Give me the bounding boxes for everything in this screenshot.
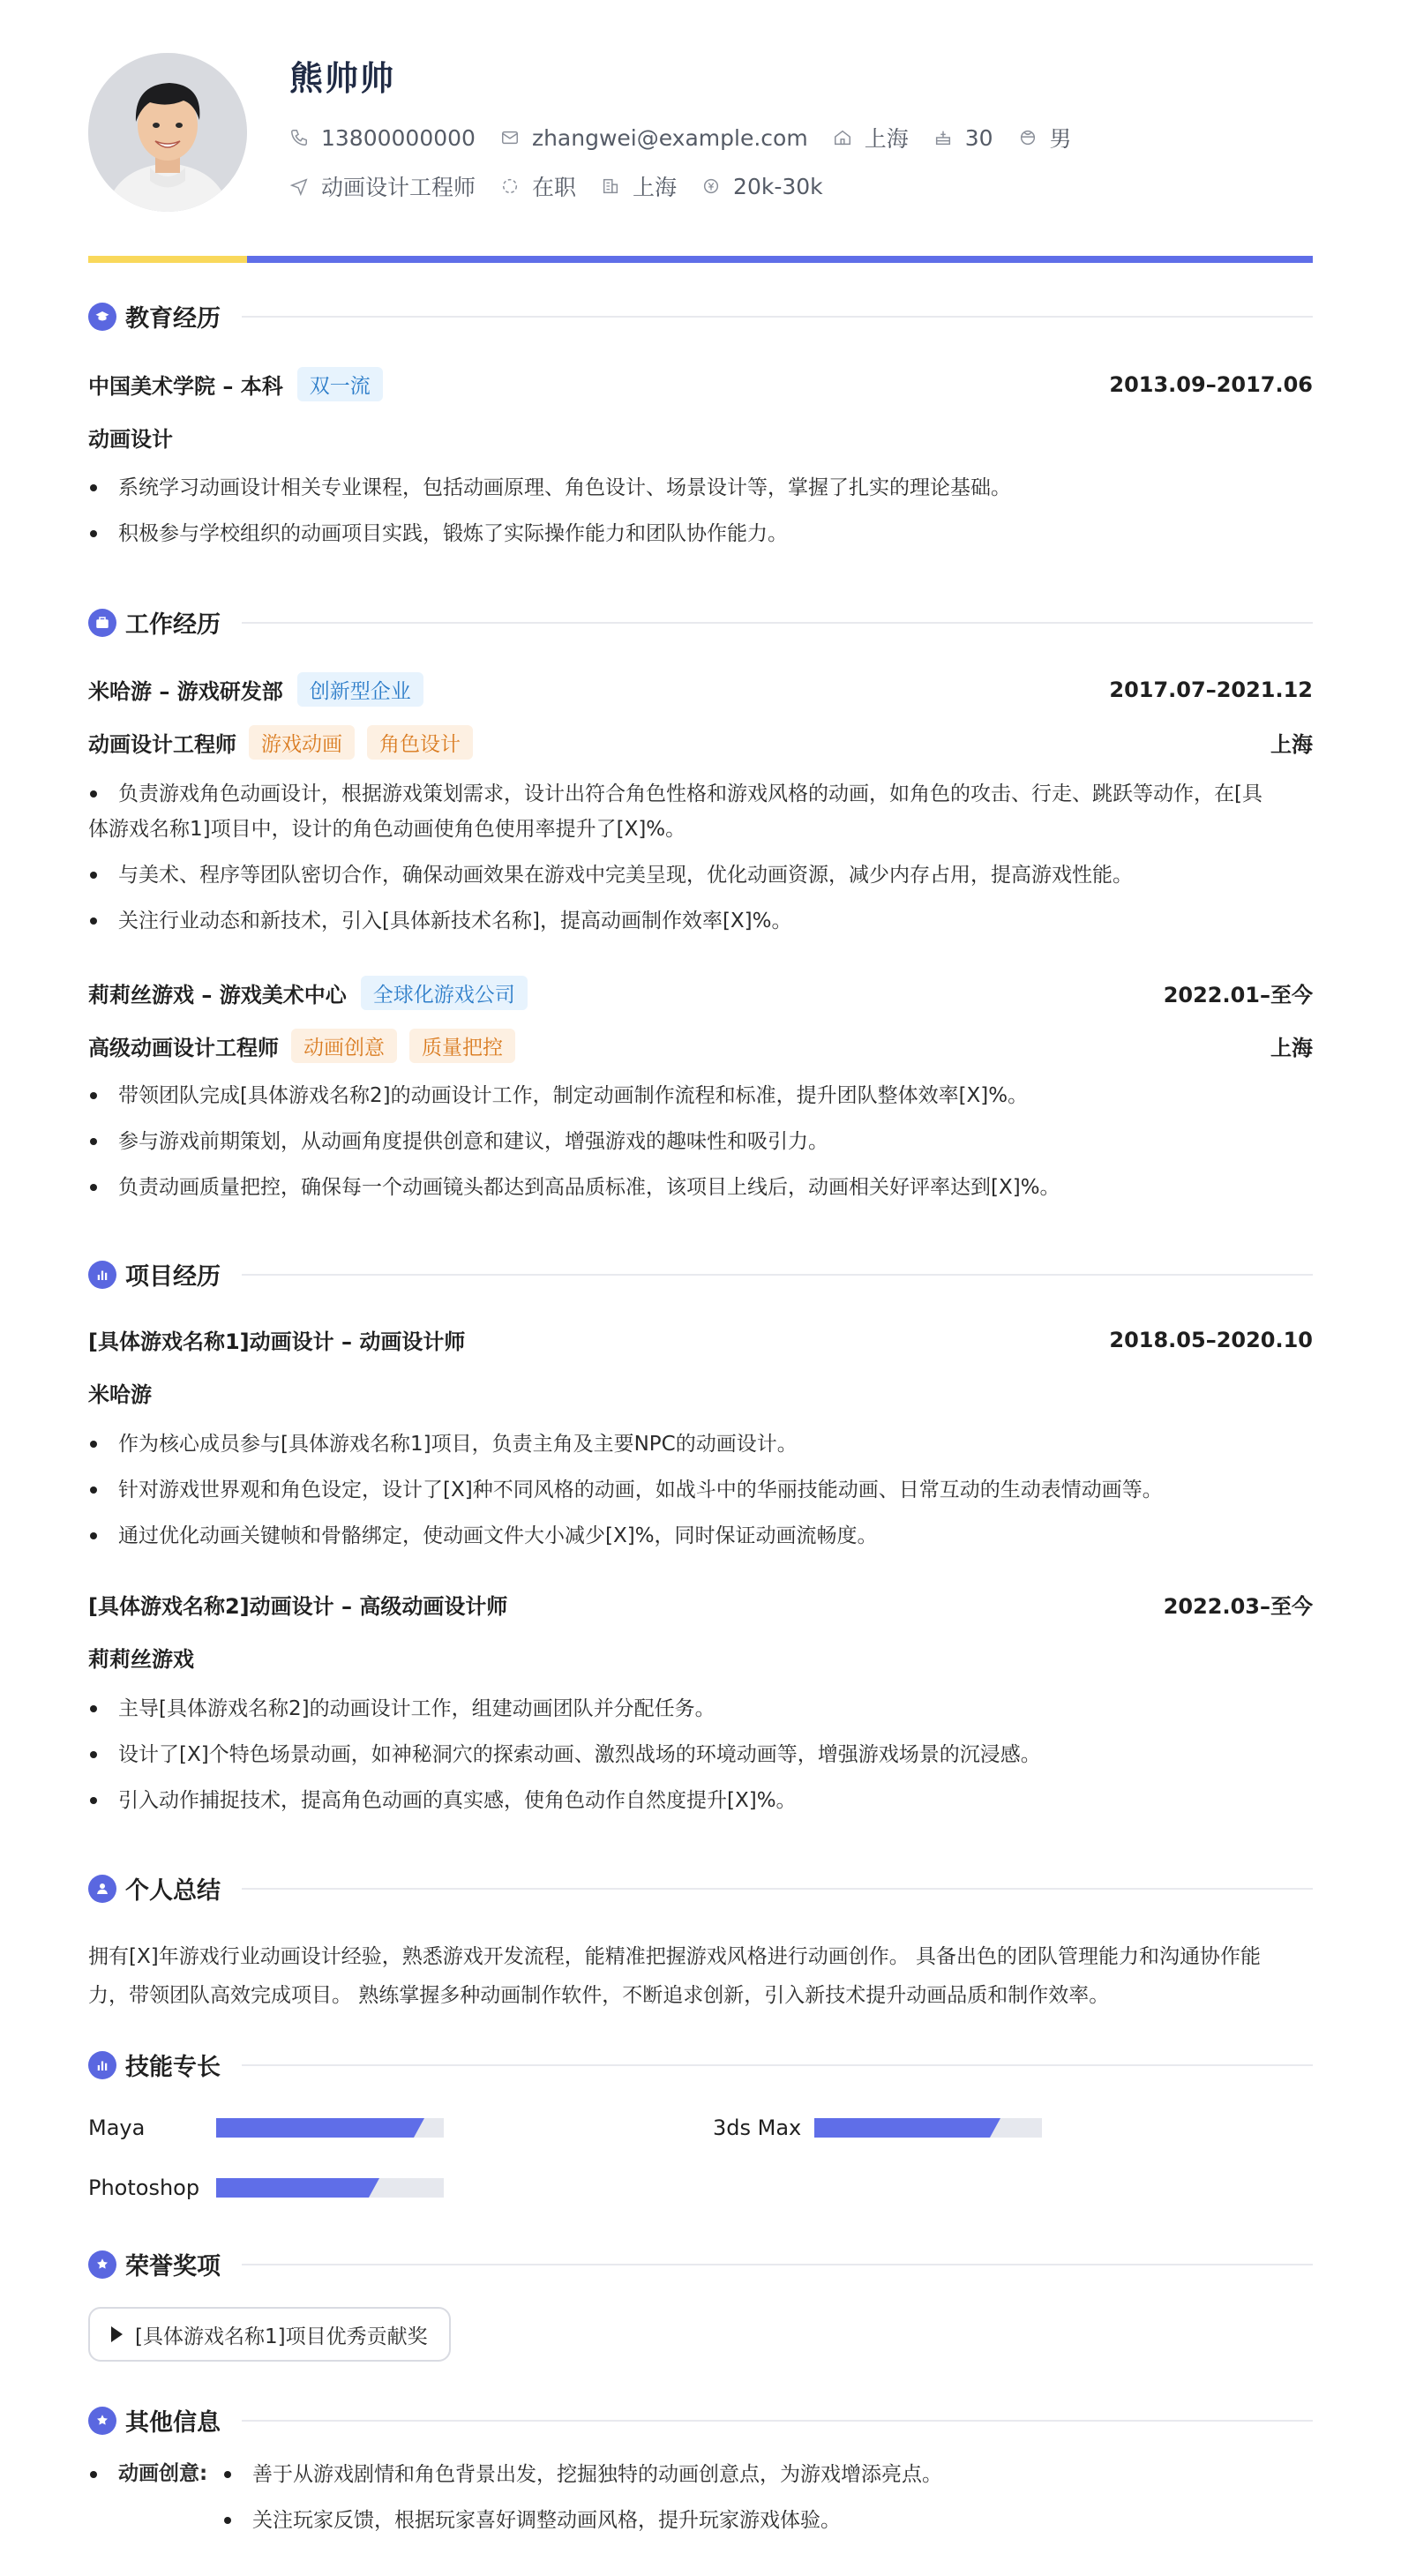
expand-triangle-icon xyxy=(111,2326,123,2342)
age-item xyxy=(933,125,993,151)
list-item: 系统学习动画设计相关专业课程，包括动画原理、角色设计、场景设计等，掌握了扎实的理论基础。 xyxy=(88,470,1313,505)
section-honors xyxy=(88,2247,1313,2281)
other-items xyxy=(222,2457,942,2549)
section-title-other: 其他信息 xyxy=(125,2409,221,2437)
gender-item xyxy=(1018,122,1072,154)
project-date: 2018.05–2020.10 xyxy=(1109,1327,1313,1352)
section-other xyxy=(88,2403,1313,2437)
work-1-role-row xyxy=(88,725,1313,760)
mail-icon xyxy=(500,128,520,147)
profile-header xyxy=(88,0,1313,256)
list-item: 引入动作捕捉技术，提高角色动画的真实感，使角色动作自然度提升[X]%。 xyxy=(88,1783,1313,1818)
skill-item xyxy=(713,2115,1042,2140)
company-tag: 创新型企业 xyxy=(297,672,423,707)
project-org: 米哈游 xyxy=(88,1382,152,1407)
skill-tag: 游戏动画 xyxy=(249,725,355,760)
education-major-row xyxy=(88,422,1313,453)
email-text: zhangwei@example.com xyxy=(531,124,808,151)
school-name: 中国美术学院 – 本科 xyxy=(88,374,283,399)
gender-icon xyxy=(1018,128,1038,147)
list-item: 主导[具体游戏名称2]的动画设计工作，组建动画团队并分配任务。 xyxy=(88,1691,1313,1726)
phone-text: 13800000000 xyxy=(321,124,476,151)
gender-text: 男 xyxy=(1049,126,1072,152)
project-org: 莉莉丝游戏 xyxy=(88,1647,194,1672)
list-item: 带领团队完成[具体游戏名称2]的动画设计工作，制定动画制作流程和标准，提升团队整体效率[X]%。 xyxy=(88,1078,1313,1113)
skill-bar xyxy=(814,2118,1042,2138)
list-item: 针对游戏世界观和角色设定，设计了[X]种不同风格的动画，如战斗中的华丽技能动画、日常互动的生动表情动画等。 xyxy=(88,1472,1313,1508)
section-title-education: 教育经历 xyxy=(125,305,221,333)
project-title: [具体游戏名称1]动画设计 – 动画设计师 xyxy=(88,1329,466,1354)
phone-item xyxy=(289,125,476,151)
list-item: 通过优化动画关键帧和骨骼绑定，使动画文件大小减少[X]%，同时保证动画流畅度。 xyxy=(88,1518,1313,1554)
list-item: 设计了[X]个特色场景动画，如神秘洞穴的探索动画、激烈战场的环境动画等，增强游戏场景的沉浸感。 xyxy=(88,1737,1313,1772)
section-summary xyxy=(88,1871,1313,1906)
work-1-header xyxy=(88,672,1313,707)
job-target-item xyxy=(289,170,476,202)
salary-item xyxy=(701,174,823,199)
contact-row xyxy=(289,122,1097,154)
project-1-bullets xyxy=(88,1427,1313,1564)
user-icon xyxy=(88,1875,116,1903)
briefcase-icon xyxy=(88,609,116,637)
phone-icon xyxy=(289,128,309,147)
work-1-bullets xyxy=(88,776,1313,949)
work-city: 上海 xyxy=(1270,732,1313,757)
list-item: 善于从游戏剧情和角色背景出发，挖掘独特的动画创意点，为游戏增添亮点。 xyxy=(222,2457,942,2492)
cake-icon xyxy=(933,128,953,147)
location-text: 上海 xyxy=(864,126,909,152)
graduation-cap-icon xyxy=(88,303,116,331)
list-item: 作为核心成员参与[具体游戏名称1]项目，负责主角及主要NPC的动画设计。 xyxy=(88,1427,1313,1462)
honor-text: [具体游戏名称1]项目优秀贡献奖 xyxy=(135,2325,428,2348)
list-item: 参与游戏前期策划，从动画角度提供创意和建议，增强游戏的趣味性和吸引力。 xyxy=(88,1124,1313,1159)
salary-icon xyxy=(701,176,721,196)
target-city-item xyxy=(601,170,677,202)
skill-name: Photoshop xyxy=(88,2175,200,2200)
salary-text: 20k-30k xyxy=(733,173,823,199)
job-target-text: 动画设计工程师 xyxy=(321,175,476,200)
company-name: 米哈游 – 游戏研发部 xyxy=(88,679,283,704)
work-date: 2017.07–2021.12 xyxy=(1109,677,1313,702)
skill-item xyxy=(88,2115,444,2140)
honor-item[interactable] xyxy=(88,2307,451,2362)
section-projects xyxy=(88,1257,1313,1292)
list-item: 负责动画质量把控，确保每一个动画镜头都达到高品质标准，该项目上线后，动画相关好评率达到[X]%。 xyxy=(88,1170,1313,1205)
project-2-bullets xyxy=(88,1691,1313,1829)
bar-chart-icon xyxy=(88,1261,116,1289)
major: 动画设计 xyxy=(88,427,173,452)
role-title: 动画设计工程师 xyxy=(88,732,236,757)
list-item: 负责游戏角色动画设计，根据游戏策划需求，设计出符合角色性格和游戏风格的动画，如角色的攻击、行走、跳跃等动作，在[具 体游戏名称1]项目中，设计的角色动画使角色使用率提升了[X]%。 xyxy=(88,783,1262,841)
skill-name: Maya xyxy=(88,2115,146,2140)
award-icon xyxy=(88,2407,116,2435)
list-item: 关注玩家反馈，根据玩家喜好调整动画风格，提升玩家游戏体验。 xyxy=(222,2503,942,2538)
other-label: 动画创意: xyxy=(118,2462,208,2485)
skill-tag: 角色设计 xyxy=(367,725,473,760)
intention-row xyxy=(289,170,848,202)
company-name: 莉莉丝游戏 – 游戏美术中心 xyxy=(88,983,347,1007)
location-item xyxy=(833,122,909,154)
company-tag: 全球化游戏公司 xyxy=(361,976,528,1010)
project-2-header xyxy=(88,1589,1313,1620)
skill-item xyxy=(88,2175,444,2200)
candidate-name: 熊帅帅 xyxy=(289,59,396,98)
skill-tag: 质量把控 xyxy=(409,1029,515,1063)
home-icon xyxy=(833,128,852,147)
header-divider xyxy=(88,256,1313,263)
work-city: 上海 xyxy=(1270,1036,1313,1060)
work-2-role-row xyxy=(88,1029,1313,1063)
skill-name: 3ds Max xyxy=(713,2115,802,2140)
award-icon xyxy=(88,2250,116,2279)
education-header xyxy=(88,367,1313,401)
section-skills xyxy=(88,2048,1313,2082)
skill-bar xyxy=(216,2118,444,2138)
bar-chart-icon xyxy=(88,2051,116,2079)
section-education xyxy=(88,299,1313,333)
skill-bar xyxy=(216,2178,444,2198)
school-tag: 双一流 xyxy=(297,367,383,401)
skill-bar-fill xyxy=(814,2118,990,2138)
skill-bar-fill xyxy=(216,2178,369,2198)
section-title-projects: 项目经历 xyxy=(125,1263,221,1291)
section-work xyxy=(88,605,1313,640)
list-item: 关注行业动态和新技术，引入[具体新技术名称]，提高动画制作效率[X]%。 xyxy=(88,903,1313,939)
project-title: [具体游戏名称2]动画设计 – 高级动画设计师 xyxy=(88,1594,508,1619)
list-item: 与美术、程序等团队密切合作，确保动画效果在游戏中完美呈现，优化动画资源，减少内存占用，提高游戏性能。 xyxy=(88,857,1313,893)
status-icon xyxy=(500,176,520,196)
education-bullets xyxy=(88,470,1313,562)
education-date: 2013.09–2017.06 xyxy=(1109,371,1313,397)
skill-tag: 动画创意 xyxy=(291,1029,397,1063)
age-text: 30 xyxy=(964,124,993,151)
work-2-header xyxy=(88,976,1313,1010)
summary-text: 拥有[X]年游戏行业动画设计经验，熟悉游戏开发流程，能精准把握游戏风格进行动画创作。 具备出色的团队管理能力和沟通协作能 力，带领团队高效完成项目。 熟练掌握多种动画制作软件，不断追求创新，引入新技术提升动画品质和制作效率。 xyxy=(88,1945,1262,2007)
project-2-org-row xyxy=(88,1642,1313,1673)
building-icon xyxy=(601,176,620,196)
work-2-bullets xyxy=(88,1078,1313,1216)
send-icon xyxy=(289,176,309,196)
target-city-text: 上海 xyxy=(633,175,678,200)
avatar xyxy=(88,53,247,212)
section-title-work: 工作经历 xyxy=(125,611,221,639)
list-item: 积极参与学校组织的动画项目实践，锻炼了实际操作能力和团队协作能力。 xyxy=(88,516,1313,551)
project-1-header xyxy=(88,1324,1313,1355)
skill-bar-fill xyxy=(216,2118,414,2138)
section-title-skills: 技能专长 xyxy=(125,2054,221,2081)
project-date: 2022.03–至今 xyxy=(1163,1594,1313,1619)
status-text: 在职 xyxy=(532,175,577,200)
project-1-org-row xyxy=(88,1377,1313,1408)
section-title-summary: 个人总结 xyxy=(125,1877,221,1905)
work-date: 2022.01–至今 xyxy=(1163,983,1313,1007)
role-title: 高级动画设计工程师 xyxy=(88,1036,279,1060)
status-item xyxy=(500,170,576,202)
section-title-honors: 荣誉奖项 xyxy=(125,2253,221,2280)
email-item xyxy=(500,125,808,151)
